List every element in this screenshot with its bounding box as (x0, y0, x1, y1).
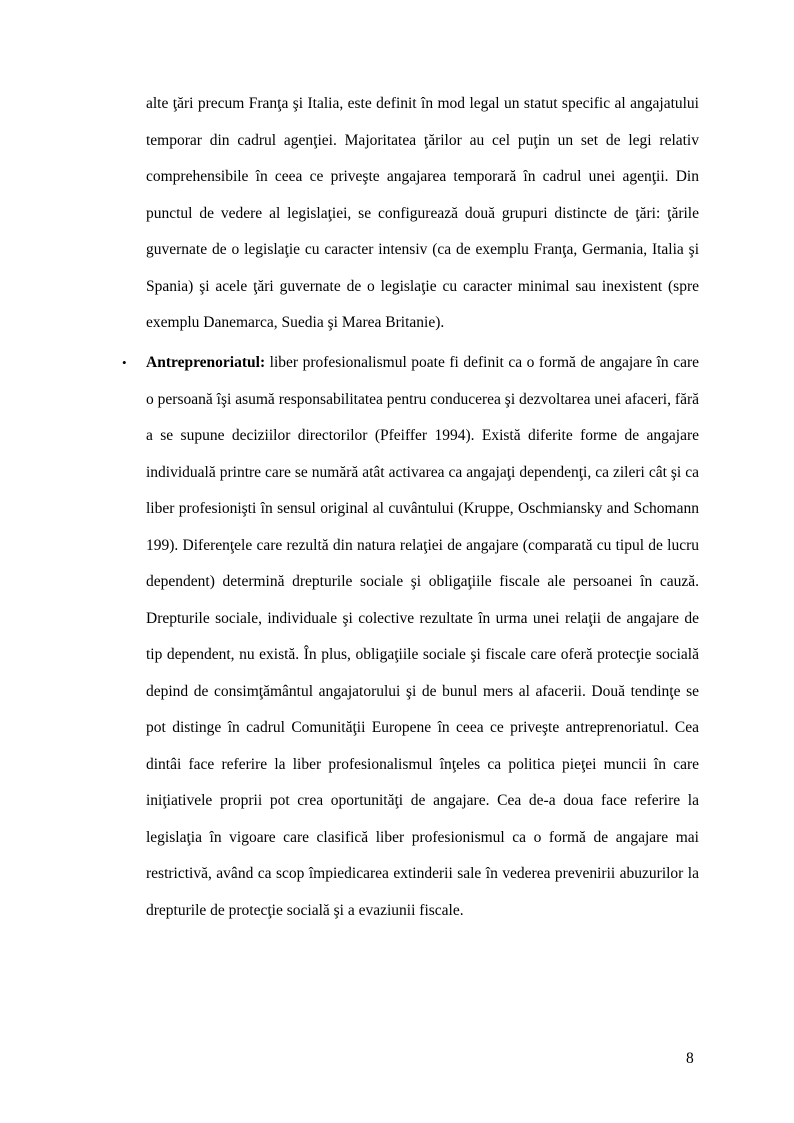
page-number: 8 (686, 1050, 694, 1067)
bullet-marker: • (122, 355, 127, 370)
paragraph-continuation: alte ţări precum Franţa şi Italia, este definit în mod legal un statut specific al angajatului temporar din cadrul agenţiei. Majoritatea ţărilor au cel puţin un set de legi relativ comprehensibile în ceea ce priveşte angajarea temporară în cadrul unei agenţii. Din punctul de vedere al legislaţiei, se configurează două grupuri distincte de ţări: ţările guvernate de o legislaţie cu caracter intensiv (ca de exemplu Franţa, Germania, Italia şi Spania) şi acele ţări guvernate de o legislaţie cu caracter minimal sau inexistent (spre exemplu Danemarca, Suedia şi Marea Britanie). (146, 95, 699, 331)
bullet-term: Antreprenoriatul: (146, 354, 266, 371)
bullet-paragraph-entrepreneurship (146, 345, 699, 929)
bullet-body-text: liber profesionalismul poate fi definit ca o formă de angajare în care o persoană îşi asumă responsabilitatea pentru conducerea şi dezvoltarea unei afaceri, fără a se supune deciziilor directorilor (Pfeiffer 1994). Există diferite forme de angajare individuală printre care se numără atât activarea ca angajaţi dependenţi, ca zileri cât şi ca liber profesionişti în sensul original al cuvântului (Kruppe, Oschmiansky and Schomann 199). Diferenţele care rezultă din natura relaţiei de angajare (comparată cu tipul de lucru dependent) determină drepturile sociale şi obligaţiile fiscale ale persoanei în cauză. Drepturile sociale, individuale şi colective rezultate în urma unei relaţii de angajare de tip dependent, nu există. În plus, obligaţiile sociale şi fiscale care oferă protecţie socială depind de consimţământul angajatorului şi de bunul mers al afacerii. Două tendinţe se pot distinge în cadrul Comunităţii Europene în ceea ce priveşte antreprenoriatul. Cea dintâi face referire la liber profesionalismul înţeles ca politica pieţei muncii în care iniţiativele proprii pot crea oportunităţi de angajare. Cea de-a doua face referire la legislaţia în vigoare care clasifică liber profesionismul ca o formă de angajare mai restrictivă, având ca scop împiedicarea extinderii sale în vederea prevenirii abuzurilor la drepturile de protecţie socială şi a evaziunii fiscale. (146, 354, 699, 919)
